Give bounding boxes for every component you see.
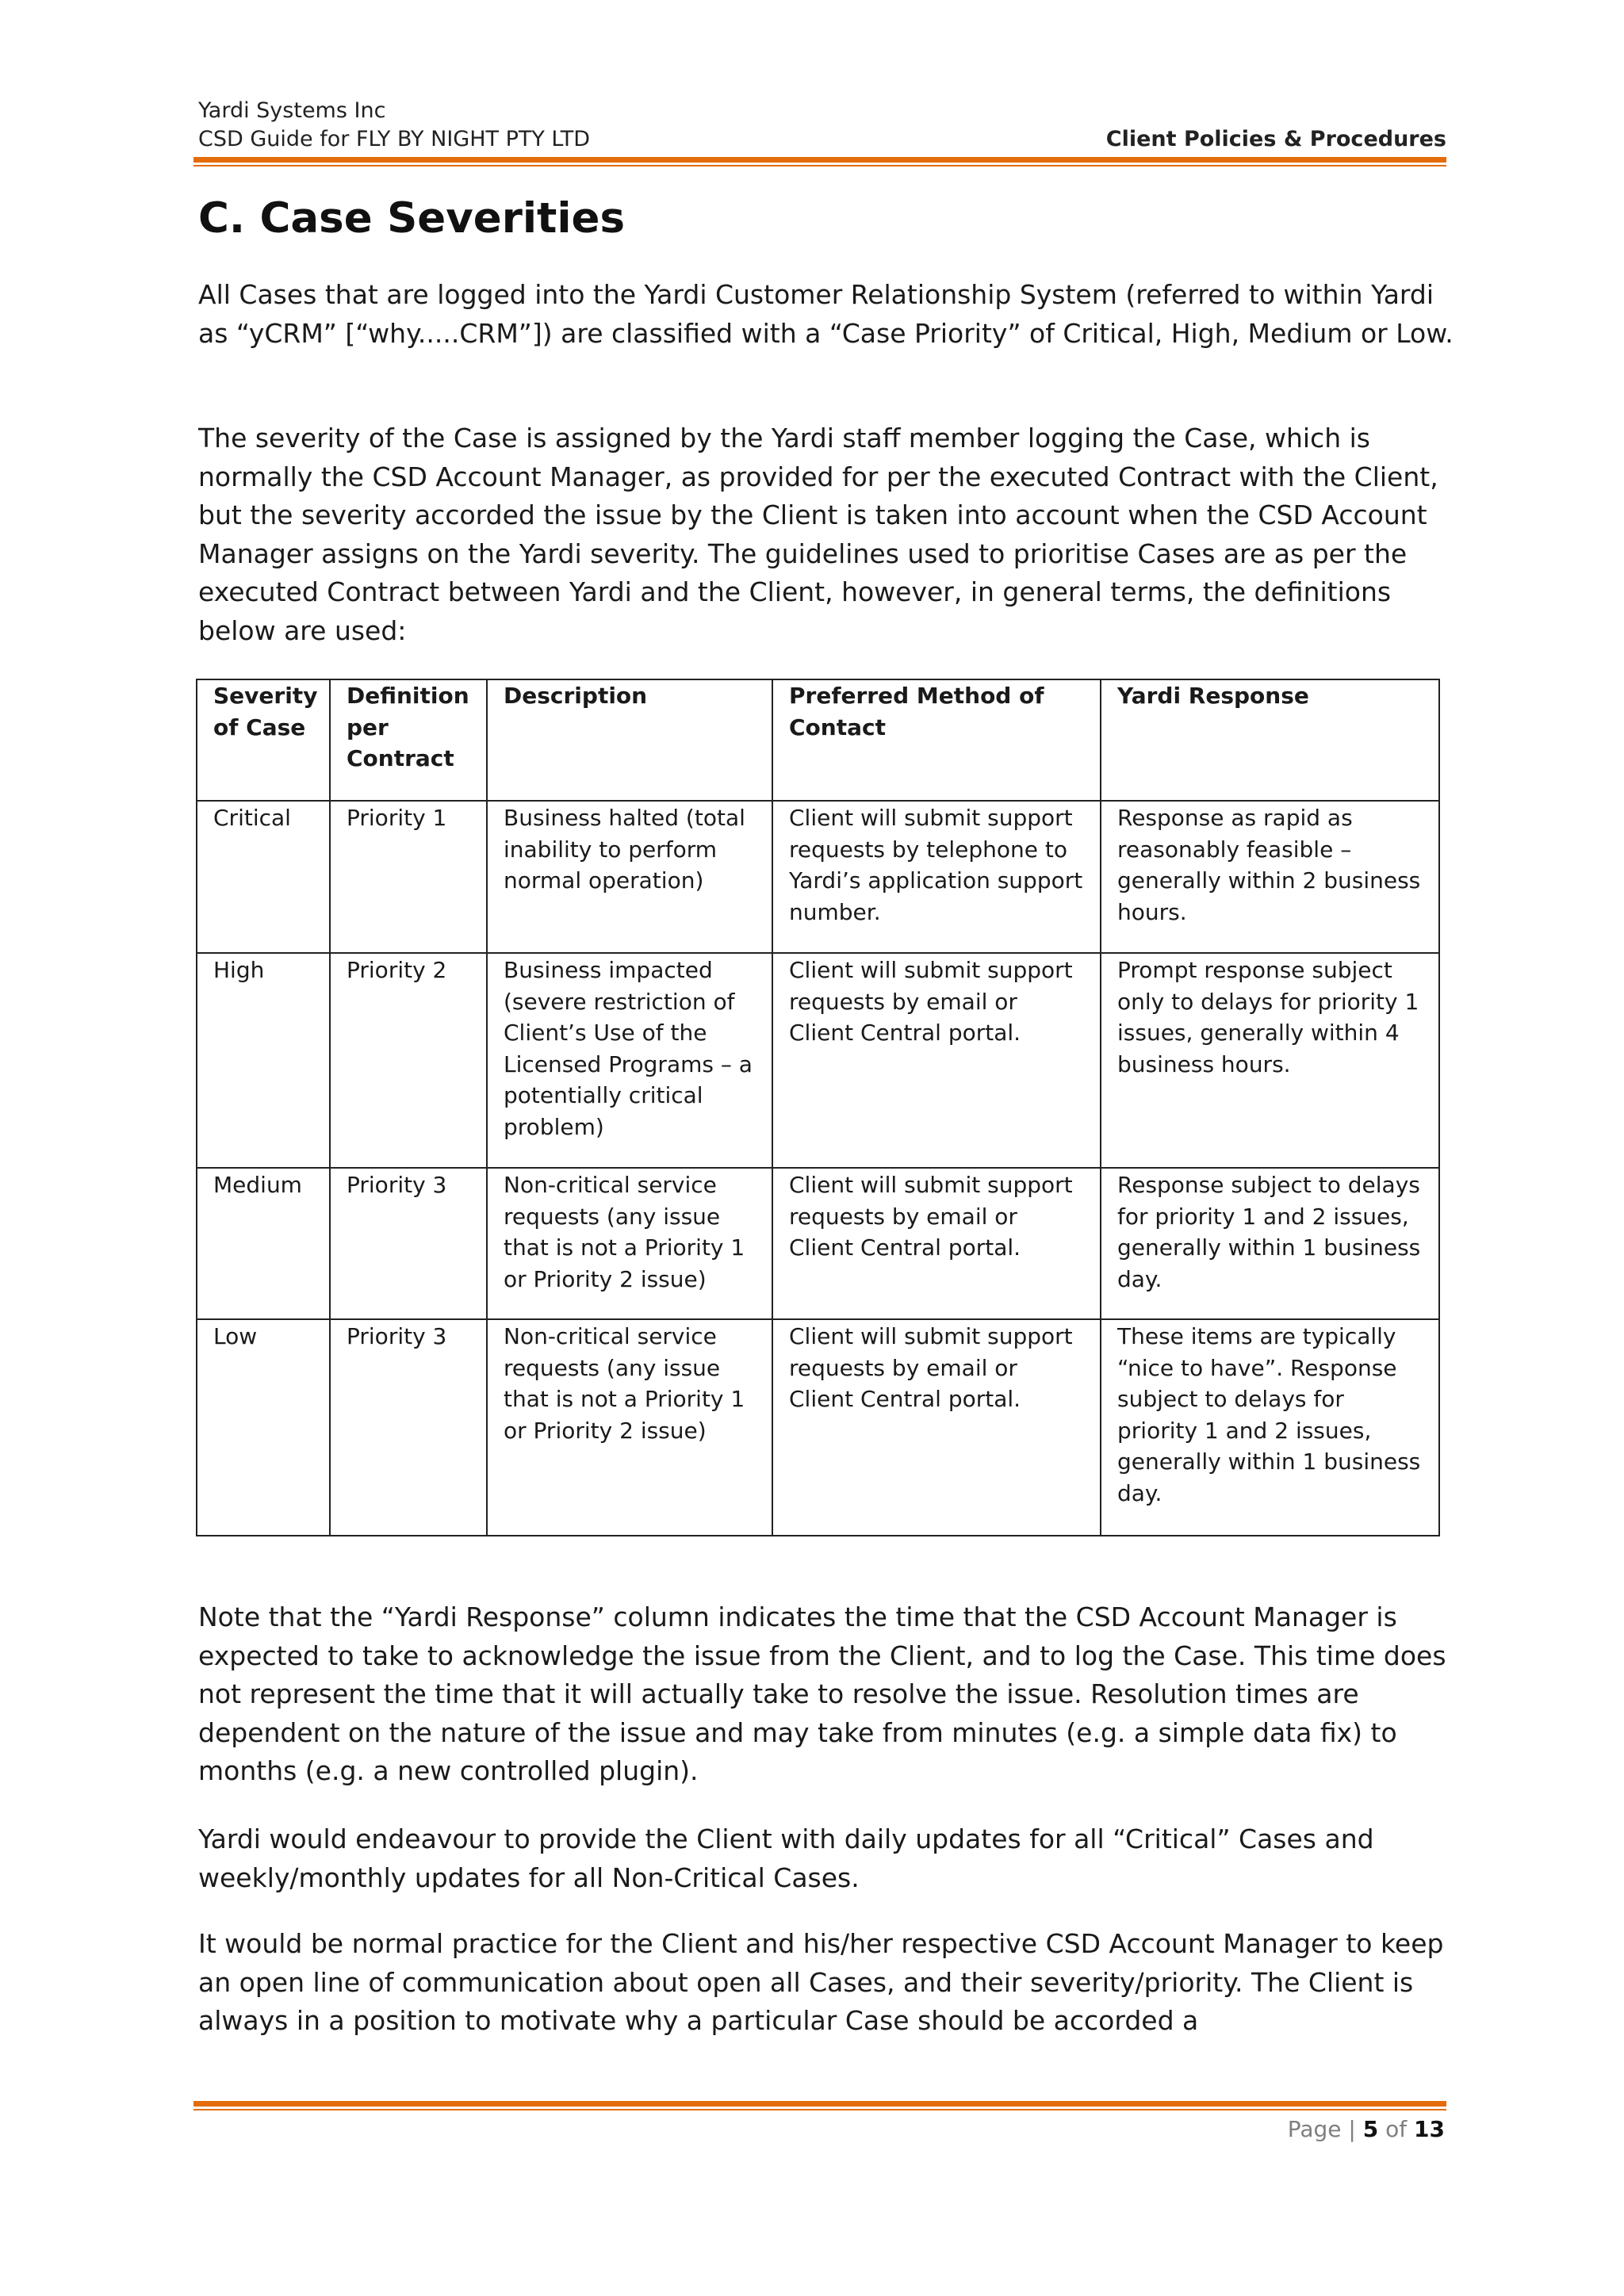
- table-row: [197, 953, 1439, 1168]
- header-section-label: Client Policies & Procedures: [1105, 127, 1446, 151]
- header-description: Description: [487, 679, 772, 801]
- table-row: [197, 801, 1439, 953]
- header-company: Yardi Systems Inc: [198, 98, 386, 123]
- cell-yardi-response: Response as rapid as reasonably feasible – generally within 2 business hours.: [1101, 801, 1439, 953]
- cell-contact-method: Client will submit support requests by telephone to Yardi’s application support number.: [772, 801, 1101, 953]
- header-contact-method: Preferred Method of Contact: [772, 679, 1101, 801]
- note-paragraph: Note that the “Yardi Response” column indicates the time that the CSD Account Manager is expected to take to acknowledge the issue from the Client, and to log the Case. This time does not represent the time that it will actually take to resolve the issue. Resolution times are dependent on the nature of the issue and may take from minutes (e.g. a simple data fix) to months (e.g. a new controlled plugin).: [198, 1601, 1446, 1786]
- updates-paragraph: Yardi would endeavour to provide the Client with daily updates for all “Critical” Cases and weekly/monthly updates for all Non-Critical Cases.: [198, 1823, 1374, 1893]
- cell-severity: Medium: [197, 1168, 330, 1319]
- header-rule-thin: [193, 165, 1446, 166]
- table-row: [197, 1319, 1439, 1536]
- cell-severity: Critical: [197, 801, 330, 953]
- header-severity: Severity of Case: [197, 679, 330, 801]
- communication-paragraph: It would be normal practice for the Client and his/her respective CSD Account Manager to keep an open line of communication about open all Cases, and their severity/priority. The Client is always in a position to motivate why a particular Case should be accorded a: [198, 1928, 1444, 2036]
- cell-description: Business impacted (severe restriction of Client’s Use of the Licensed Programs – a potentially critical problem): [487, 953, 772, 1168]
- page-title: C. Case Severities: [198, 194, 625, 243]
- header-yardi-response: Yardi Response: [1101, 679, 1439, 801]
- header-rule-thick: [193, 157, 1446, 163]
- cell-description: Non-critical service requests (any issue that is not a Priority 1 or Priority 2 issue): [487, 1319, 772, 1536]
- cell-severity: Low: [197, 1319, 330, 1536]
- header-guide: CSD Guide for FLY BY NIGHT PTY LTD: [198, 127, 591, 151]
- header-definition: Definition per Contract: [330, 679, 487, 801]
- severity-table: [196, 679, 1440, 1536]
- intro-paragraph-2: The severity of the Case is assigned by the Yardi staff member logging the Case, which is normally the CSD Account Manager, as provided for per the executed Contract with the Client, but the severity accorded the issue by the Client is taken into account when the CSD Account Manager assigns on the Yardi severity. The guidelines used to prioritise Cases are as per the executed Contract between Yardi and the Client, however, in general terms, the definitions below are used:: [198, 423, 1438, 646]
- footer-rule-thick: [193, 2101, 1446, 2107]
- cell-contact-method: Client will submit support requests by email or Client Central portal.: [772, 1168, 1101, 1319]
- cell-severity: High: [197, 953, 330, 1168]
- cell-contact-method: Client will submit support requests by email or Client Central portal.: [772, 1319, 1101, 1536]
- cell-contact-method: Client will submit support requests by email or Client Central portal.: [772, 953, 1101, 1168]
- cell-yardi-response: Response subject to delays for priority 1 and 2 issues, generally within 1 business day.: [1101, 1168, 1439, 1319]
- cell-yardi-response: Prompt response subject only to delays for priority 1 issues, generally within 4 business hours.: [1101, 953, 1439, 1168]
- cell-definition: Priority 3: [330, 1168, 487, 1319]
- cell-definition: Priority 2: [330, 953, 487, 1168]
- cell-definition: Priority 1: [330, 801, 487, 953]
- cell-yardi-response: These items are typically “nice to have”. Response subject to delays for priority 1 and 2 issues, generally within 1 business day.: [1101, 1319, 1439, 1536]
- intro-paragraph-1: All Cases that are logged into the Yardi Customer Relationship System (referred to within Yardi as “yCRM” [“why.....CRM”]) are classified with a “Case Priority” of Critical, High, Medium or Low.: [198, 279, 1454, 349]
- table-row: [197, 1168, 1439, 1319]
- cell-definition: Priority 3: [330, 1319, 487, 1536]
- page-number: Page | 5 of 13: [1287, 2116, 1445, 2142]
- header-company-block: [198, 97, 590, 154]
- cell-description: Business halted (total inability to perform normal operation): [487, 801, 772, 953]
- footer-rule-thin: [193, 2109, 1446, 2110]
- table-header-row: [197, 679, 1439, 801]
- cell-description: Non-critical service requests (any issue that is not a Priority 1 or Priority 2 issue): [487, 1168, 772, 1319]
